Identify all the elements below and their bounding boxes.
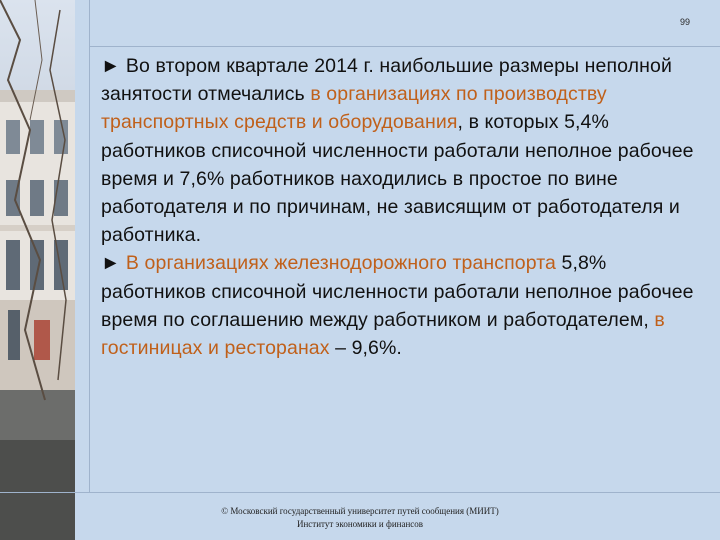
top-divider [89, 46, 720, 47]
footer-copyright: © Московский государственный университет путей сообщения (МИИТ) [221, 506, 499, 516]
paragraph-2-highlight-a: В организациях железнодорожного транспорта [120, 252, 556, 275]
page-number: 99 [680, 17, 691, 27]
bullet-2: ► [101, 252, 121, 275]
building-photo [0, 0, 75, 540]
paragraph-2-text-a: 5,8% работников списочной численности работали неполное рабочее время по соглашению между работником и работодателем, [101, 252, 694, 331]
paragraph-2 [101, 249, 706, 362]
footer-institute: Институт экономики и финансов [296, 519, 424, 529]
footer [150, 505, 570, 531]
paragraph-2-text-b: – 9,6%. [329, 337, 402, 360]
paragraph-1-highlight: в организациях по производству транспортных средств и оборудования [101, 83, 607, 134]
paragraph-2-highlight-b: в гостиницах и ресторанах [101, 308, 665, 360]
slide-body [101, 52, 706, 362]
vertical-divider [89, 0, 90, 492]
building-illustration [0, 0, 75, 540]
paragraph-1-text-a: Во втором квартале 2014 г. наибольшие размеры неполной занятости отмечались [101, 55, 672, 106]
paragraph-1 [101, 52, 706, 249]
bullet-1: ► [101, 55, 121, 77]
bottom-divider [0, 492, 720, 493]
paragraph-1-text-b: , в которых 5,4% работников списочной численности работали неполное рабочее время и 7,6% работников находились в простое по вине работодателя и по причинам, не зависящим от работодателя и работника. [101, 111, 694, 247]
